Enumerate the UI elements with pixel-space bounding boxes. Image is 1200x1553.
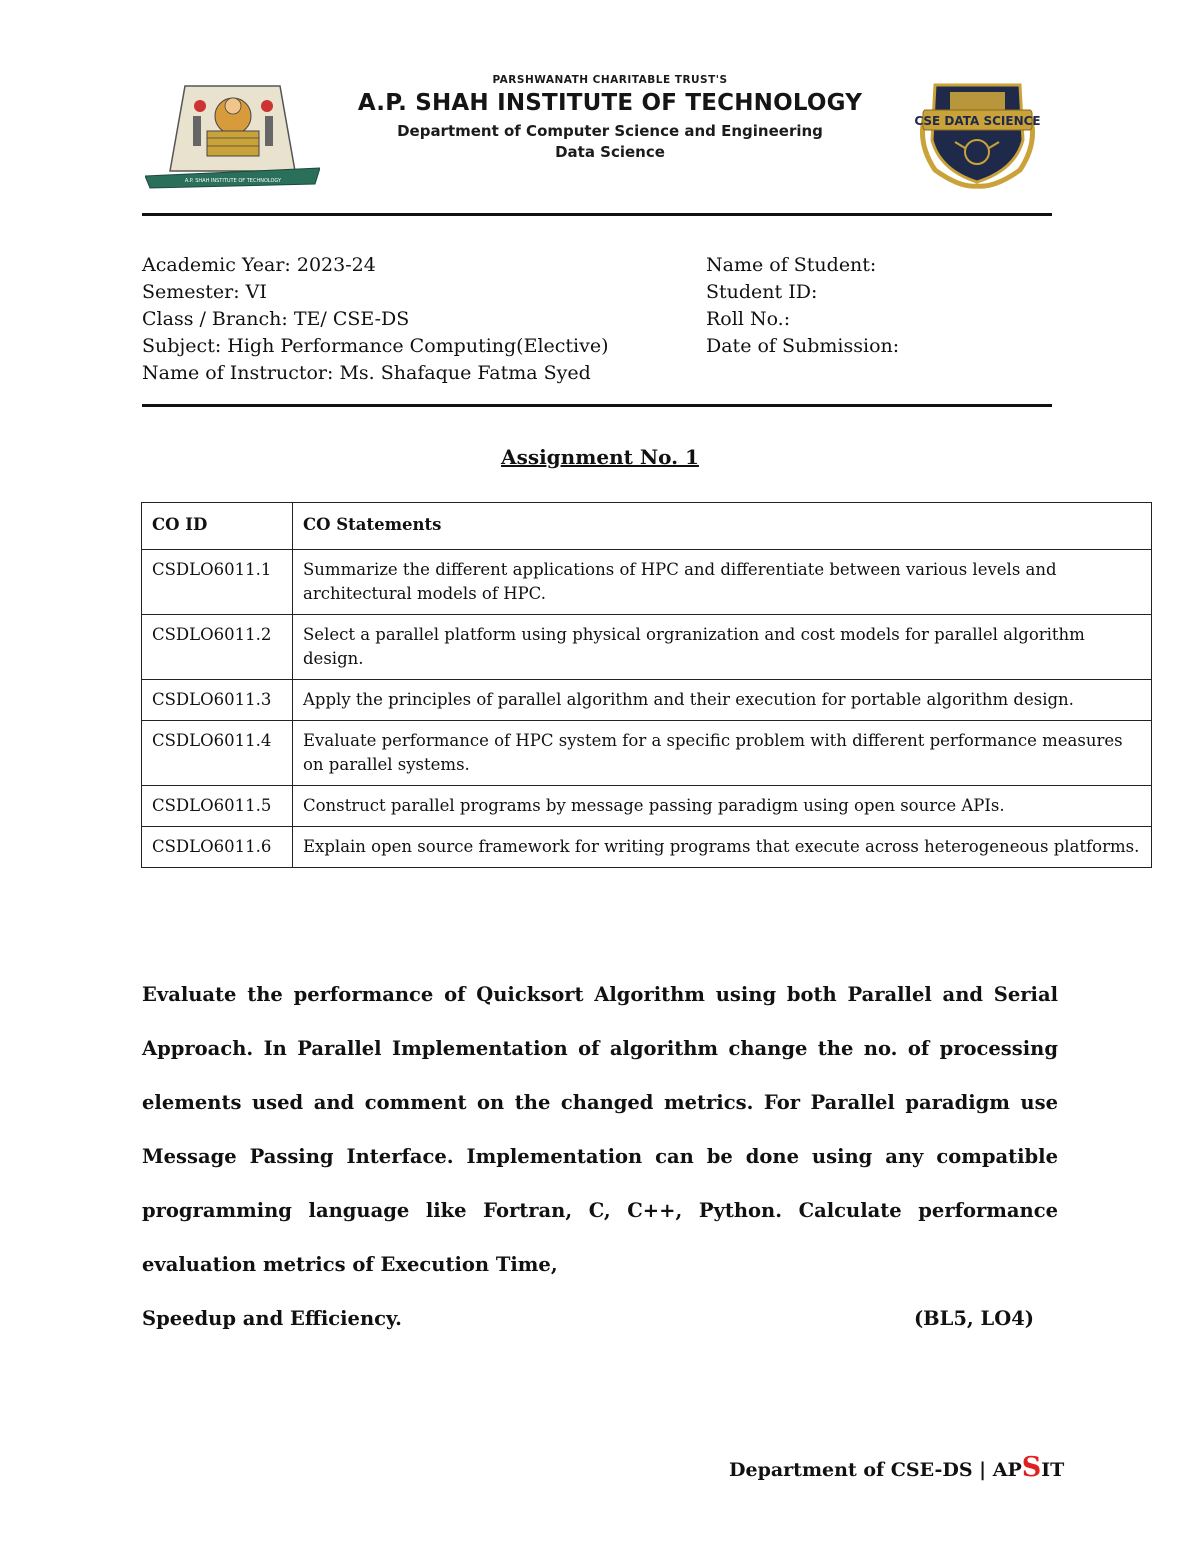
course-details [142,252,609,387]
question-last-line [142,1292,1058,1346]
footer-highlight-letter: S [1021,1452,1042,1483]
question-last-text: Speedup and Efficiency. [142,1307,402,1330]
student-name-label: Name of Student: [706,254,877,276]
divider-top [142,213,1052,216]
institute-name: A.P. SHAH INSTITUTE OF TECHNOLOGY [357,90,863,116]
assignment-title: Assignment No. 1 [501,445,699,469]
co-id-cell: CSDLO6011.1 [142,550,293,615]
co-statement-cell: Select a parallel platform using physical orgranization and cost models for parallel algorithm design. [293,615,1152,680]
student-details [706,252,899,360]
co-id-cell: CSDLO6011.5 [142,786,293,827]
divider-bottom [142,404,1052,407]
class-branch: Class / Branch: TE/ CSE-DS [142,308,410,330]
table-row [142,786,1152,827]
bloom-level-tag: (BL5, LO4) [913,1307,1034,1330]
col-header-co-statements: CO Statements [293,503,1152,550]
col-header-co-id: CO ID [142,503,293,550]
question-body: Evaluate the performance of Quicksort Algorithm using both Parallel and Serial Approach. In Parallel Implementation of algorithm change the no. of processing elements used and comment on the changed metrics. For Parallel paradigm use Message Passing Interface. Implementation can be done using any compatible programming language like Fortran, C, C++, Python. Calculate performance evaluation metrics of Execution Time, [142,983,1058,1276]
course-outcomes-table [141,502,1152,868]
trust-name: PARSHWANATH CHARITABLE TRUST'S [492,74,728,86]
page-footer [729,1452,1064,1483]
co-statement-cell: Evaluate performance of HPC system for a specific problem with different performance measures on parallel systems. [293,721,1152,786]
cse-ds-badge-logo [905,70,1050,190]
co-id-cell: CSDLO6011.4 [142,721,293,786]
footer-text: Department of CSE-DS | AP [729,1459,1022,1481]
table-header-row [142,503,1152,550]
table-row [142,721,1152,786]
co-id-cell: CSDLO6011.6 [142,827,293,868]
student-id-label: Student ID: [706,281,818,303]
department-name: Department of Computer Science and Engineering [397,122,823,140]
institute-heading [330,70,890,161]
table-row [142,615,1152,680]
academic-year: Academic Year: 2023-24 [142,254,376,276]
co-statement-cell: Summarize the different applications of HPC and differentiate between various levels and architectural models of HPC. [293,550,1152,615]
subject: Subject: High Performance Computing(Elective) [142,335,609,357]
institute-logo-text: A.P. SHAH INSTITUTE OF TECHNOLOGY [184,178,282,184]
submission-date-label: Date of Submission: [706,335,900,357]
table-row [142,680,1152,721]
co-id-cell: CSDLO6011.2 [142,615,293,680]
semester: Semester: VI [142,281,267,303]
badge-text: CSE DATA SCIENCE [914,114,1041,128]
program-name: Data Science [555,143,665,161]
institute-logo [145,76,320,194]
co-statement-cell: Apply the principles of parallel algorithm and their execution for portable algorithm design. [293,680,1152,721]
roll-no-label: Roll No.: [706,308,791,330]
assignment-question [142,968,1058,1346]
co-statement-cell: Explain open source framework for writing programs that execute across heterogeneous platforms. [293,827,1152,868]
letterhead [145,70,1055,195]
footer-text-end: IT [1041,1459,1065,1481]
co-statement-cell: Construct parallel programs by message passing paradigm using open source APIs. [293,786,1152,827]
instructor: Name of Instructor: Ms. Shafaque Fatma Syed [142,362,591,384]
table-row [142,827,1152,868]
co-id-cell: CSDLO6011.3 [142,680,293,721]
table-row [142,550,1152,615]
